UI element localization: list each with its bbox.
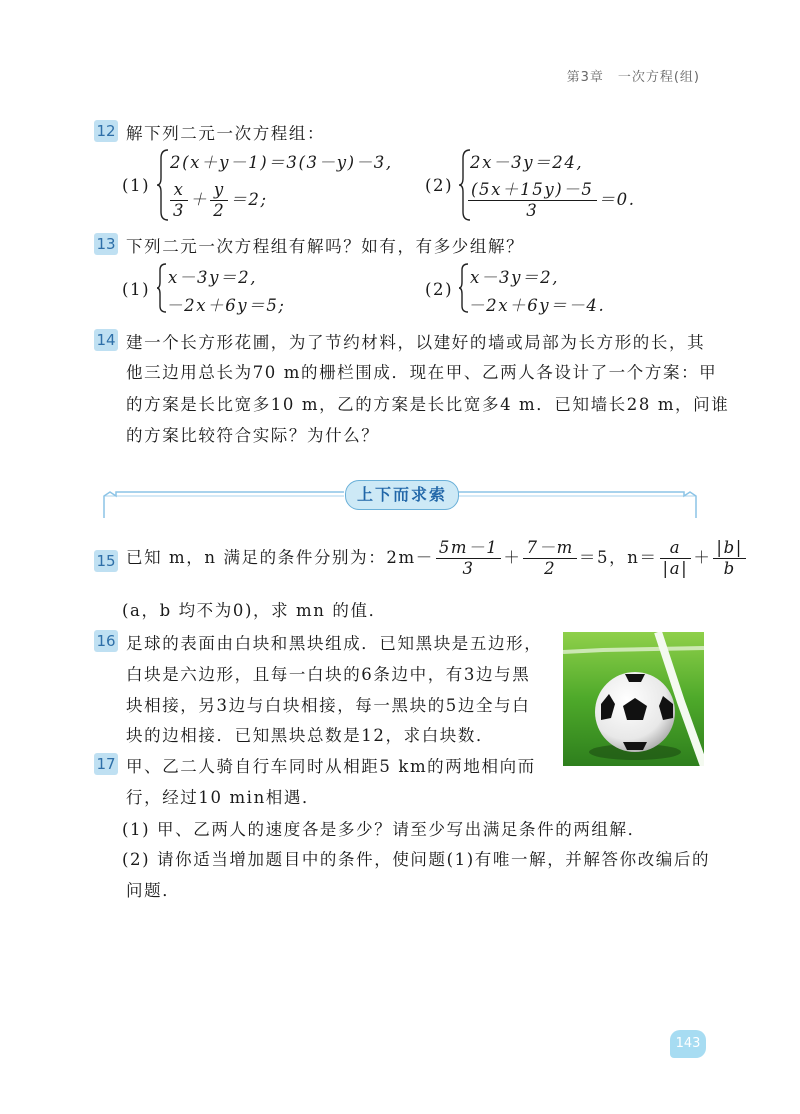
problem-17-part2-cont: 问题． — [126, 881, 181, 900]
fraction: $\frac{a}{|a|}$ — [660, 538, 692, 579]
page-number-badge: 143 — [670, 1030, 706, 1058]
problem-16-line: 块相接，另3边与白块相接，每一黑块的5边全与白 — [126, 696, 531, 715]
problem-13-part2-label: (2) — [425, 280, 454, 299]
problem-16-number: 16 — [94, 630, 118, 652]
problem-15-line2: (a，b 均不为0)，求 mn 的值． — [122, 601, 387, 620]
soccer-ball-photo — [563, 632, 704, 766]
section-title: 上下而求索 — [345, 480, 459, 510]
fraction: $\frac{|b|}{b}$ — [713, 538, 745, 579]
problem-17-part1: (1) 甲、乙两人的速度各是多少？请至少写出满足条件的两组解． — [122, 820, 646, 839]
problem-12-part1-eq2: $\frac{x}{3}$ ＋ $\frac{y}{2}$ ＝2; — [168, 180, 268, 221]
chapter-header: 第3章 一次方程(组) — [566, 70, 700, 85]
problem-12-number: 12 — [94, 120, 118, 142]
problem-14-number: 14 — [94, 329, 118, 351]
problem-14-line: 的方案是长比宽多10 m，乙的方案是长比宽多4 m．已知墙长28 m，问谁 — [126, 395, 730, 414]
fraction: $\frac{y}{2}$ — [210, 180, 228, 221]
problem-12-part1-eq1: 2(x＋y－1)＝3(3－y)－3, — [170, 153, 393, 172]
problem-13-part1-eq2: －2x＋6y＝5; — [166, 296, 286, 315]
problem-13-part1-eq1: x－3y＝2, — [168, 268, 258, 287]
problem-17-line: 甲、乙二人骑自行车同时从相距5 km的两地相向而 — [126, 757, 536, 776]
problem-13-number: 13 — [94, 233, 118, 255]
problem-17-number: 17 — [94, 753, 118, 775]
fraction: $\frac{(5x+15y)-5}{3}$ — [468, 180, 597, 221]
problem-17-line: 行，经过10 min相遇． — [126, 788, 321, 807]
problem-13-part2-eq2: －2x＋6y＝－4. — [468, 296, 606, 315]
problem-12-part2-eq2: $\frac{(5x+15y)-5}{3}$ ＝0. — [466, 180, 636, 221]
problem-17-part2: (2) 请你适当增加题目中的条件，使问题(1)有唯一解，并解答你改编后的 — [122, 850, 711, 869]
problem-12-part2-eq1: 2x－3y＝24, — [470, 153, 584, 172]
fraction: $\frac{x}{3}$ — [170, 180, 188, 221]
problem-12-part2-label: (2) — [425, 176, 454, 195]
section-banner — [100, 480, 700, 520]
problem-15-equation: 已知 m，n 满足的条件分别为：2m－ $\frac{5m-1}{3}$ ＋ $\frac{7-m}{2}$ ＝5，n＝ $\frac{a}{|a|}$ ＋ $\frac{|b|}{b}$ — [126, 538, 748, 579]
problem-13-part2-eq1: x－3y＝2, — [470, 268, 560, 287]
problem-13-part1-label: (1) — [122, 280, 151, 299]
problem-16-line: 白块是六边形，且每一白块的6条边中，有3边与黑 — [126, 665, 531, 684]
problem-14-line: 的方案比较符合实际？为什么？ — [126, 426, 380, 445]
problem-14-line: 他三边用总长为70 m的栅栏围成．现在甲、乙两人各设计了一个方案：甲 — [126, 363, 718, 382]
problem-16-line: 块的边相接．已知黑块总数是12，求白块数． — [126, 726, 495, 745]
problem-13-stem: 下列二元一次方程组有解吗？如有，有多少组解？ — [126, 237, 525, 256]
problem-14-line: 建一个长方形花圃，为了节约材料，以建好的墙或局部为长方形的长，其 — [126, 333, 706, 352]
problem-12-stem: 解下列二元一次方程组： — [126, 124, 326, 143]
fraction: $\frac{5m-1}{3}$ — [436, 538, 502, 579]
problem-12-part1-label: (1) — [122, 176, 151, 195]
fraction: $\frac{7-m}{2}$ — [523, 538, 576, 579]
problem-16-line: 足球的表面由白块和黑块组成．已知黑块是五边形， — [126, 634, 543, 653]
problem-15-number: 15 — [94, 550, 118, 572]
